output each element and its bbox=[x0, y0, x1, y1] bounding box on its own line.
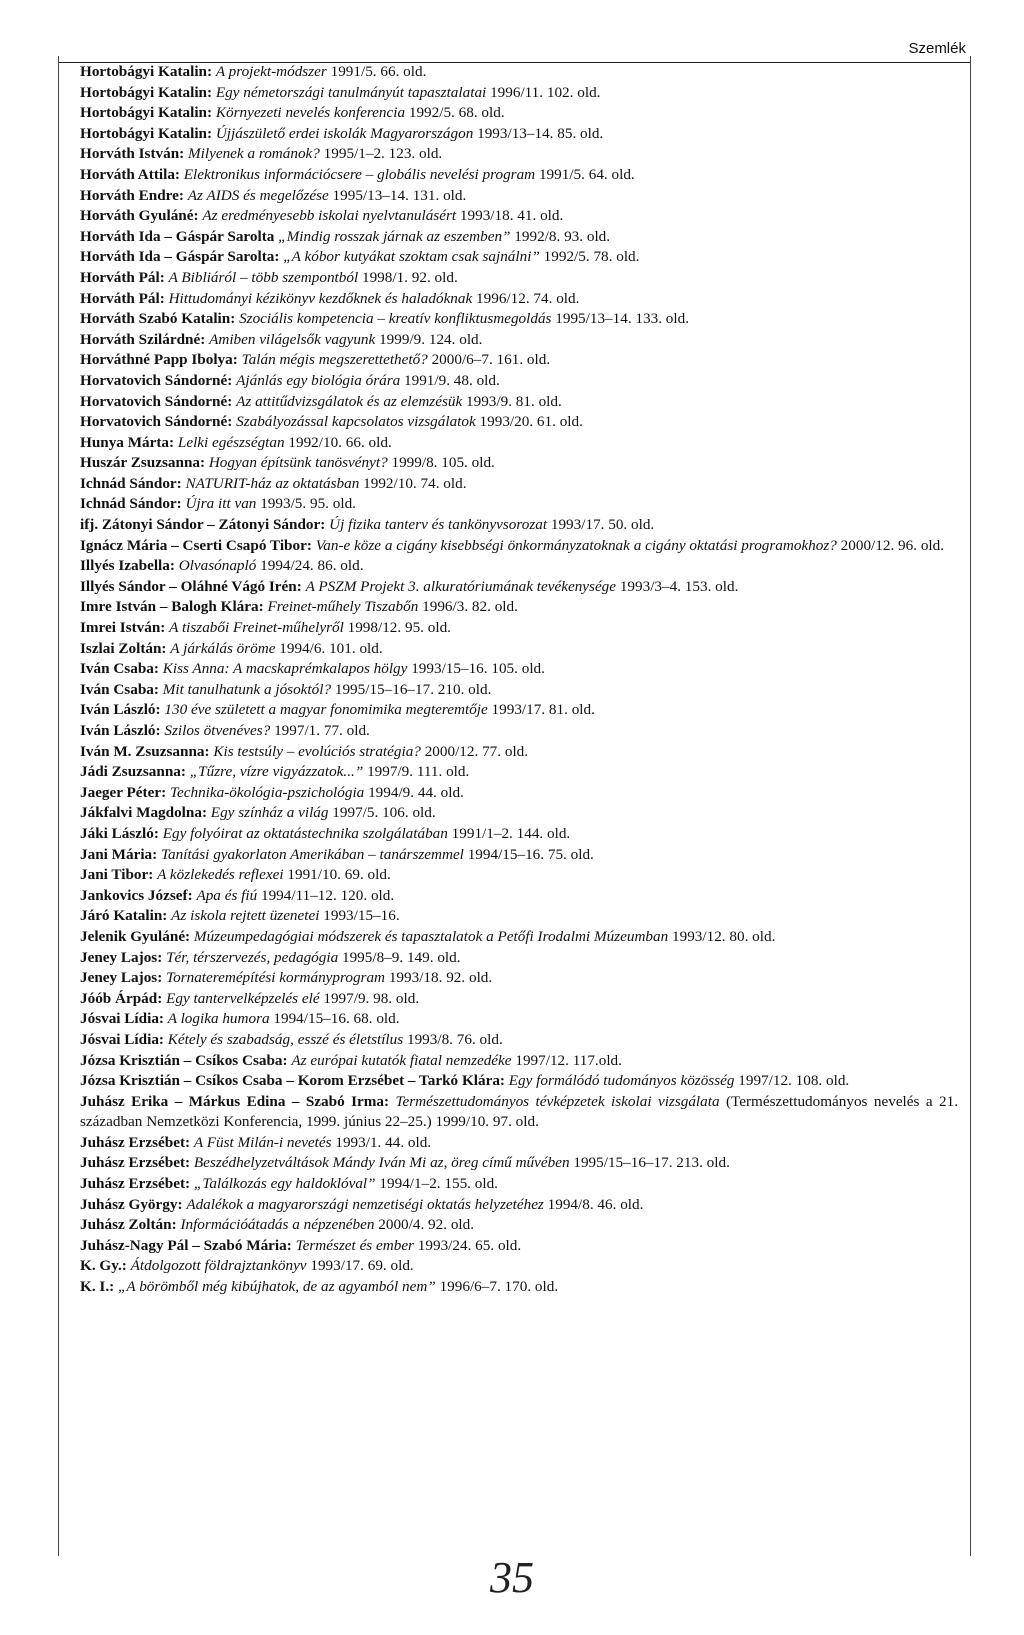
entry-author: Iván Csaba: bbox=[80, 680, 159, 698]
entry-author: Imrei István: bbox=[80, 619, 166, 637]
bibliography-entry bbox=[80, 227, 958, 248]
bibliography-entry bbox=[80, 330, 958, 351]
entry-author: Horváth Pál: bbox=[80, 268, 165, 286]
bibliography-entry bbox=[80, 206, 958, 227]
entry-author: K. Gy.: bbox=[80, 1257, 127, 1275]
entry-reference: 1993/20. 61. old. bbox=[479, 413, 583, 431]
entry-title: Tornateremépítési kormányprogram bbox=[166, 969, 386, 987]
entry-title: Környezeti nevelés konferencia bbox=[215, 104, 406, 122]
entry-author: K. I.: bbox=[80, 1278, 115, 1296]
entry-title: A PSZM Projekt 3. alkuratóriumának tevékenysége bbox=[305, 577, 617, 595]
bibliography-entry bbox=[80, 556, 958, 577]
entry-title: Új fizika tanterv és tankönyvsorozat bbox=[329, 516, 548, 534]
entry-title: „A kóbor kutyákat szoktam csak sajnálni” bbox=[283, 248, 540, 266]
bibliography-entry bbox=[80, 927, 958, 948]
bibliography-entry bbox=[80, 948, 958, 969]
entry-reference: 1991/10. 69. old. bbox=[287, 866, 391, 884]
bibliography-entry bbox=[80, 1236, 958, 1257]
entry-reference: 1996/3. 82. old. bbox=[422, 598, 518, 616]
entry-reference: 1991/5. 64. old. bbox=[538, 165, 635, 183]
entry-reference: 1993/17. 69. old. bbox=[310, 1257, 414, 1275]
entry-reference: 1996/12. 74. old. bbox=[476, 289, 580, 307]
entry-reference: (Természettudományos nevelés a 21. században Nemzetközi Konferencia, 1999. június 22–25.) 1999/10. 97. old. bbox=[80, 1092, 958, 1131]
bibliography-entry bbox=[80, 103, 958, 124]
bibliography-entry bbox=[80, 639, 958, 660]
entry-author: Horváth Pál: bbox=[80, 289, 165, 307]
entry-title: Apa és fiú bbox=[196, 886, 258, 904]
bibliography-entry bbox=[80, 597, 958, 618]
entry-reference: 1997/12. 108. old. bbox=[738, 1072, 850, 1090]
entry-author: Juhász Erika – Márkus Edina – Szabó Irma: bbox=[80, 1092, 390, 1110]
entry-reference: 1995/1–2. 123. old. bbox=[323, 145, 443, 163]
entry-reference: 1992/10. 74. old. bbox=[363, 474, 467, 492]
entry-title: A közlekedés reflexei bbox=[157, 866, 284, 884]
entry-author: Juhász György: bbox=[80, 1195, 183, 1213]
entry-title: Információátadás a népzenében bbox=[180, 1216, 375, 1234]
page-number: 35 bbox=[490, 1553, 534, 1602]
entry-title: Mit tanulhatunk a jósoktól? bbox=[162, 680, 332, 698]
section-header: Szemlék bbox=[908, 40, 966, 57]
entry-title: Egy németországi tanulmányút tapasztalatai bbox=[215, 83, 487, 101]
bibliography-entry bbox=[80, 412, 958, 433]
entry-author: Jani Mária: bbox=[80, 845, 158, 863]
bibliography-entry bbox=[80, 1215, 958, 1236]
bibliography-entry bbox=[80, 433, 958, 454]
entry-author: Horváth Ida – Gáspár Sarolta bbox=[80, 227, 275, 245]
bibliography-entry bbox=[80, 1277, 958, 1298]
entry-reference: 1994/15–16. 75. old. bbox=[467, 845, 594, 863]
entry-reference: 1993/17. 50. old. bbox=[550, 516, 655, 534]
entry-title: Hittudományi kézikönyv kezdőknek és haladóknak bbox=[168, 289, 473, 307]
entry-author: Jáki László: bbox=[80, 824, 159, 842]
entry-reference: 1995/13–14. 133. old. bbox=[555, 310, 690, 328]
entry-reference: 1997/9. 111. old. bbox=[367, 763, 470, 781]
entry-reference: 1991/9. 48. old. bbox=[404, 371, 500, 389]
entry-title: 130 éve született a magyar fonomimika megteremtője bbox=[164, 701, 488, 719]
entry-title: Kis testsúly – evolúciós stratégia? bbox=[213, 742, 421, 760]
entry-title: Újra itt van bbox=[185, 495, 257, 513]
bibliography-entry bbox=[80, 1133, 958, 1154]
entry-title: Újjászülető erdei iskolák Magyarországon bbox=[215, 124, 474, 142]
entry-title: „Találkozás egy haldoklóval” bbox=[193, 1175, 376, 1193]
entry-author: Juhász Erzsébet: bbox=[80, 1175, 191, 1193]
bibliography-entry bbox=[80, 1153, 958, 1174]
entry-title: A tiszabői Freinet-műhelyről bbox=[169, 619, 344, 637]
entry-author: Iván László: bbox=[80, 722, 161, 739]
bibliography-entry bbox=[80, 824, 958, 845]
entry-author: Hortobágyi Katalin: bbox=[80, 63, 213, 80]
entry-author: Hunya Márta: bbox=[80, 433, 175, 451]
entry-author: Jaeger Péter: bbox=[80, 783, 167, 801]
entry-author: Józsa Krisztián – Csíkos Csaba – Korom Erzsébet – Tarkó Klára: bbox=[80, 1072, 505, 1090]
bibliography-entry bbox=[80, 803, 958, 824]
entry-author: Horváth Gyuláné: bbox=[80, 207, 199, 225]
entry-reference: 1992/5. 68. old. bbox=[408, 104, 505, 122]
entry-title: A Bibliáról – több szempontból bbox=[168, 268, 359, 286]
entry-author: Ignácz Mária – Cserti Csapó Tibor: bbox=[80, 536, 312, 554]
entry-title: Az eredményesebb iskolai nyelvtanulásért bbox=[202, 207, 457, 225]
entry-title: Egy formálódó tudományos közösség bbox=[508, 1072, 735, 1090]
bibliography-entry bbox=[80, 289, 958, 310]
entry-author: Ichnád Sándor: bbox=[80, 495, 182, 513]
entry-title: „Tűzre, vízre vigyázzatok...” bbox=[189, 763, 364, 781]
entry-title: Olvasónapló bbox=[178, 557, 257, 575]
bibliography-entry bbox=[80, 721, 958, 742]
entry-author: Juhász Zoltán: bbox=[80, 1216, 177, 1234]
entry-reference: 1994/8. 46. old. bbox=[547, 1195, 644, 1213]
entry-title: Az attitűdvizsgálatok és az elemzésük bbox=[236, 392, 463, 410]
bibliography-entry bbox=[80, 494, 958, 515]
entry-author: Illyés Sándor – Oláhné Vágó Irén: bbox=[80, 577, 302, 595]
entry-reference: 1994/9. 44. old. bbox=[368, 783, 464, 801]
entry-reference: 1991/5. 66. old. bbox=[330, 63, 427, 80]
entry-author: Jákfalvi Magdolna: bbox=[80, 804, 207, 822]
entry-title: Egy színház a világ bbox=[210, 804, 329, 822]
entry-reference: 1994/1–2. 155. old. bbox=[379, 1175, 498, 1193]
entry-author: Józsa Krisztián – Csíkos Csaba: bbox=[80, 1051, 288, 1069]
entry-author: Illyés Izabella: bbox=[80, 557, 175, 575]
entry-author: Járó Katalin: bbox=[80, 907, 168, 925]
entry-reference: 2000/12. 77. old. bbox=[424, 742, 529, 760]
entry-reference: 1992/5. 78. old. bbox=[543, 248, 640, 266]
bibliography-entry bbox=[80, 1030, 958, 1051]
entry-reference: 1996/6–7. 170. old. bbox=[439, 1278, 559, 1296]
entry-author: Jósvai Lídia: bbox=[80, 1030, 164, 1048]
entry-title: „Mindig rosszak járnak az eszemben” bbox=[278, 227, 511, 245]
entry-title: Ajánlás egy biológia órára bbox=[236, 371, 401, 389]
entry-title: Amiben világelsők vagyunk bbox=[209, 330, 376, 348]
entry-reference: 1993/18. 41. old. bbox=[459, 207, 564, 225]
entry-author: Jeney Lajos: bbox=[80, 969, 163, 987]
bibliography-entry bbox=[80, 886, 958, 907]
entry-author: Imre István – Balogh Klára: bbox=[80, 598, 264, 616]
bibliography-entry bbox=[80, 742, 958, 763]
entry-title: Hogyan építsünk tanösvényt? bbox=[208, 454, 388, 472]
entry-author: Horvatovich Sándorné: bbox=[80, 371, 233, 389]
entry-author: Iván M. Zsuzsanna: bbox=[80, 742, 210, 760]
entry-title: Talán mégis megszerettethető? bbox=[241, 351, 428, 369]
entry-title: A projekt-módszer bbox=[215, 63, 327, 80]
entry-reference: 1994/11–12. 120. old. bbox=[260, 886, 395, 904]
entry-title: Kiss Anna: A macskaprémkalapos hölgy bbox=[162, 660, 408, 678]
bibliography-list bbox=[80, 62, 958, 1298]
entry-title: Kétely és szabadság, esszé és életstílus bbox=[167, 1030, 404, 1048]
entry-title: Az európai kutatók fiatal nemzedéke bbox=[291, 1051, 512, 1069]
right-margin-rule bbox=[970, 56, 971, 1556]
entry-reference: 1995/8–9. 149. old. bbox=[341, 948, 461, 966]
entry-reference: 1991/1–2. 144. old. bbox=[451, 824, 571, 842]
entry-title: Tér, térszervezés, pedagógia bbox=[166, 948, 339, 966]
entry-reference: 1993/17. 81. old. bbox=[491, 701, 595, 719]
entry-title: A járkálás öröme bbox=[170, 639, 276, 657]
bibliography-entry bbox=[80, 474, 958, 495]
entry-author: Horváth Ida – Gáspár Sarolta: bbox=[80, 248, 280, 266]
bibliography-entry bbox=[80, 1195, 958, 1216]
entry-title: A logika humora bbox=[167, 1010, 270, 1028]
entry-title: Természettudományos tévképzetek iskolai vizsgálata bbox=[395, 1092, 720, 1110]
entry-reference: 2000/4. 92. old. bbox=[378, 1216, 475, 1234]
entry-reference: 1995/13–14. 131. old. bbox=[332, 186, 467, 204]
entry-author: Hortobágyi Katalin: bbox=[80, 104, 213, 122]
entry-title: Beszédhelyzetváltások Mándy Iván Mi az, öreg című művében bbox=[193, 1154, 570, 1172]
entry-reference: 1999/8. 105. old. bbox=[391, 454, 495, 472]
bibliography-entry bbox=[80, 1009, 958, 1030]
entry-reference: 1993/12. 80. old. bbox=[672, 927, 776, 945]
bibliography-entry bbox=[80, 906, 958, 927]
bibliography-entry bbox=[80, 865, 958, 886]
entry-title: Lelki egészségtan bbox=[177, 433, 285, 451]
entry-author: Horváthné Papp Ibolya: bbox=[80, 351, 238, 369]
entry-title: Átdolgozott földrajztankönyv bbox=[130, 1257, 307, 1275]
entry-reference: 1993/1. 44. old. bbox=[335, 1133, 432, 1151]
entry-reference: 1999/9. 124. old. bbox=[379, 330, 483, 348]
bibliography-entry bbox=[80, 186, 958, 207]
entry-author: ifj. Zátonyi Sándor – Zátonyi Sándor: bbox=[80, 516, 326, 534]
entry-reference: 1993/8. 76. old. bbox=[406, 1030, 503, 1048]
entry-author: Iván Csaba: bbox=[80, 660, 159, 678]
bibliography-entry bbox=[80, 392, 958, 413]
entry-title: A Füst Milán-i nevetés bbox=[193, 1133, 332, 1151]
bibliography-entry bbox=[80, 453, 958, 474]
entry-title: Szilos ötvenéves? bbox=[164, 722, 271, 739]
entry-title: Freinet-műhely Tiszabőn bbox=[267, 598, 419, 616]
entry-reference: 1998/1. 92. old. bbox=[361, 268, 458, 286]
entry-reference: 1993/5. 95. old. bbox=[260, 495, 356, 513]
bibliography-entry bbox=[80, 1071, 958, 1092]
entry-author: Jani Tibor: bbox=[80, 866, 154, 884]
entry-author: Hortobágyi Katalin: bbox=[80, 83, 213, 101]
bibliography-entry bbox=[80, 350, 958, 371]
entry-title: Szabályozással kapcsolatos vizsgálatok bbox=[236, 413, 476, 431]
entry-author: Jeney Lajos: bbox=[80, 948, 163, 966]
bibliography-entry bbox=[80, 124, 958, 145]
entry-reference: 2000/6–7. 161. old. bbox=[431, 351, 551, 369]
bibliography-entry bbox=[80, 700, 958, 721]
entry-author: Jelenik Gyuláné: bbox=[80, 927, 191, 945]
entry-author: Ichnád Sándor: bbox=[80, 474, 182, 492]
entry-title: Múzeumpedagógiai módszerek és tapasztalatok a Petőfi Irodalmi Múzeumban bbox=[193, 927, 669, 945]
bibliography-entry bbox=[80, 968, 958, 989]
entry-reference: 1994/15–16. 68. old. bbox=[273, 1010, 400, 1028]
entry-author: Iszlai Zoltán: bbox=[80, 639, 167, 657]
entry-author: Jósvai Lídia: bbox=[80, 1010, 164, 1028]
entry-reference: 1994/6. 101. old. bbox=[279, 639, 383, 657]
entry-title: Szociális kompetencia – kreatív konfliktusmegoldás bbox=[239, 310, 552, 328]
entry-reference: 1993/9. 81. old. bbox=[466, 392, 562, 410]
bibliography-entry bbox=[80, 577, 958, 598]
bibliography-entry bbox=[80, 247, 958, 268]
bibliography-entry bbox=[80, 515, 958, 536]
entry-title: NATURIT-ház az oktatásban bbox=[185, 474, 360, 492]
entry-title: Egy folyóirat az oktatástechnika szolgálatában bbox=[162, 824, 448, 842]
entry-author: Huszár Zsuzsanna: bbox=[80, 454, 206, 472]
entry-reference: 1993/15–16. 105. old. bbox=[411, 660, 545, 678]
bibliography-entry bbox=[80, 83, 958, 104]
entry-title: Egy tantervelképzelés elé bbox=[166, 989, 320, 1007]
entry-author: Jádi Zsuzsanna: bbox=[80, 763, 186, 781]
bibliography-entry bbox=[80, 62, 958, 83]
entry-reference: 1993/13–14. 85. old. bbox=[477, 124, 604, 142]
bibliography-entry bbox=[80, 659, 958, 680]
entry-author: Horváth István: bbox=[80, 145, 185, 163]
entry-title: Természet és ember bbox=[295, 1236, 414, 1254]
left-margin-rule bbox=[58, 56, 59, 1556]
bibliography-entry bbox=[80, 371, 958, 392]
entry-reference: 1996/11. 102. old. bbox=[490, 83, 601, 101]
entry-reference: 1997/1. 77. old. bbox=[274, 722, 370, 739]
entry-author: Juhász Erzsébet: bbox=[80, 1154, 191, 1172]
bibliography-entry bbox=[80, 762, 958, 783]
bibliography-entry bbox=[80, 165, 958, 186]
bibliography-entry bbox=[80, 783, 958, 804]
entry-reference: 2000/12. 96. old. bbox=[840, 536, 945, 554]
entry-reference: 1997/12. 117.old. bbox=[515, 1051, 622, 1069]
bibliography-entry bbox=[80, 268, 958, 289]
bibliography-entry bbox=[80, 680, 958, 701]
entry-author: Iván László: bbox=[80, 701, 161, 719]
entry-author: Juhász-Nagy Pál – Szabó Mária: bbox=[80, 1236, 292, 1254]
entry-reference: 1993/24. 65. old. bbox=[417, 1236, 522, 1254]
entry-author: Horváth Endre: bbox=[80, 186, 184, 204]
bibliography-entry bbox=[80, 1256, 958, 1277]
bibliography-entry bbox=[80, 1174, 958, 1195]
entry-title: Milyenek a románok? bbox=[188, 145, 320, 163]
entry-reference: 1993/3–4. 153. old. bbox=[619, 577, 739, 595]
entry-title: Technika-ökológia-pszichológia bbox=[169, 783, 365, 801]
bibliography-entry bbox=[80, 1051, 958, 1072]
bibliography-entry bbox=[80, 845, 958, 866]
entry-title: Tanítási gyakorlaton Amerikában – tanárszemmel bbox=[161, 845, 464, 863]
entry-reference: 1995/15–16–17. 213. old. bbox=[573, 1154, 730, 1172]
entry-author: Hortobágyi Katalin: bbox=[80, 124, 213, 142]
entry-author: Horvatovich Sándorné: bbox=[80, 413, 233, 431]
entry-title: Adalékok a magyarországi nemzetiségi oktatás helyzetéhez bbox=[186, 1195, 544, 1213]
entry-title: Az AIDS és megelőzése bbox=[187, 186, 329, 204]
entry-author: Juhász Erzsébet: bbox=[80, 1133, 191, 1151]
entry-reference: 1992/10. 66. old. bbox=[288, 433, 392, 451]
bibliography-entry bbox=[80, 144, 958, 165]
bibliography-entry bbox=[80, 536, 958, 557]
entry-reference: 1992/8. 93. old. bbox=[514, 227, 611, 245]
entry-reference: 1997/9. 98. old. bbox=[323, 989, 420, 1007]
bibliography-entry bbox=[80, 989, 958, 1010]
entry-reference: 1994/24. 86. old. bbox=[260, 557, 364, 575]
entry-reference: 1995/15–16–17. 210. old. bbox=[334, 680, 492, 698]
entry-title: „A börömből még kibújhatok, de az agyamból nem” bbox=[117, 1278, 436, 1296]
entry-author: Horváth Attila: bbox=[80, 165, 180, 183]
bibliography-entry bbox=[80, 618, 958, 639]
bibliography-entry bbox=[80, 309, 958, 330]
entry-reference: 1993/18. 92. old. bbox=[388, 969, 493, 987]
entry-author: Horváth Szabó Katalin: bbox=[80, 310, 236, 328]
bibliography-entry bbox=[80, 1092, 958, 1133]
entry-author: Jóób Árpád: bbox=[80, 989, 163, 1007]
entry-reference: 1998/12. 95. old. bbox=[347, 619, 451, 637]
entry-author: Horvatovich Sándorné: bbox=[80, 392, 233, 410]
entry-title: Van-e köze a cigány kisebbségi önkormányzatoknak a cigány oktatási programokhoz? bbox=[315, 536, 837, 554]
entry-author: Horváth Szilárdné: bbox=[80, 330, 206, 348]
entry-title: Az iskola rejtett üzenetei bbox=[171, 907, 320, 925]
entry-reference: 1993/15–16. bbox=[323, 907, 400, 925]
entry-title: Elektronikus információcsere – globális nevelési program bbox=[183, 165, 536, 183]
entry-author: Jankovics József: bbox=[80, 886, 193, 904]
entry-reference: 1997/5. 106. old. bbox=[332, 804, 436, 822]
